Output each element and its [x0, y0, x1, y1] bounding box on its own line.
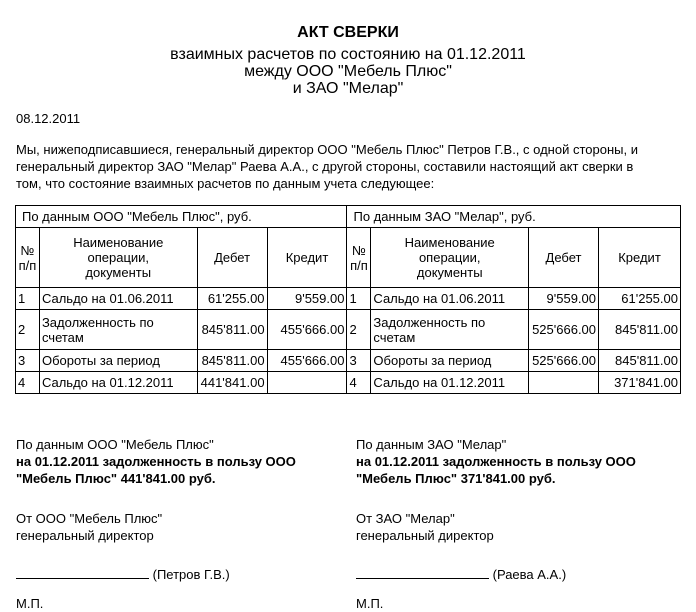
document-subtitle-line1: взаимных расчетов по состоянию на 01.12.2011 — [170, 46, 526, 63]
summary-right-line1: По данным ЗАО "Мелар" — [356, 437, 507, 452]
intro-paragraph — [16, 141, 684, 192]
signature-right-position: генеральный директор — [356, 528, 494, 543]
summary-right-line3: "Мебель Плюс" 371'841.00 руб. — [356, 471, 556, 486]
row-left-name: Обороты за период — [39, 350, 197, 372]
document-date: 08.12.2011 — [16, 111, 81, 126]
summary-left-line2: на 01.12.2011 задолженность в пользу ООО — [16, 454, 296, 469]
table-column-header-row — [16, 228, 681, 288]
row-num: 2 — [347, 310, 371, 350]
signature-left — [16, 510, 162, 544]
row-right-debit: 525'666.00 — [529, 310, 599, 350]
row-left-credit: 9'559.00 — [267, 288, 347, 310]
signature-right-name: (Раева А.А.) — [492, 567, 567, 582]
row-right-name: Сальдо на 01.12.2011 — [371, 372, 529, 394]
row-num: 3 — [16, 350, 40, 372]
right-group-header: По данным ЗАО "Мелар", руб. — [347, 206, 681, 228]
row-left-credit — [267, 372, 347, 394]
stamp-right: М.П. — [356, 596, 384, 611]
summary-right — [356, 436, 636, 487]
intro-line3: том, что состояние взаимных расчетов по данным учета следующее: — [16, 176, 435, 191]
row-right-credit: 371'841.00 — [599, 372, 681, 394]
row-right-credit: 845'811.00 — [599, 310, 681, 350]
summary-left-line3: "Мебель Плюс" 441'841.00 руб. — [16, 471, 216, 486]
row-right-debit: 9'559.00 — [529, 288, 599, 310]
signature-right-from: От ЗАО "Мелар" — [356, 511, 455, 526]
table-row — [16, 310, 681, 350]
left-col-debit-header: Дебет — [197, 228, 267, 288]
row-left-name: Сальдо на 01.06.2011 — [39, 288, 197, 310]
table-row — [16, 288, 681, 310]
signature-left-from: От ООО "Мебель Плюс" — [16, 511, 163, 526]
row-left-debit: 845'811.00 — [197, 310, 267, 350]
signature-left-position: генеральный директор — [16, 528, 154, 543]
row-right-debit — [529, 372, 599, 394]
signature-right — [356, 510, 494, 544]
row-num: 4 — [347, 372, 371, 394]
row-num: 3 — [347, 350, 371, 372]
intro-line1: Мы, нижеподписавшиеся, генеральный директор ООО "Мебель Плюс" Петров Г.В., с одной стороны, и — [16, 142, 638, 157]
row-right-name: Обороты за период — [371, 350, 529, 372]
signature-left-name: (Петров Г.В.) — [152, 567, 230, 582]
stamp-left: М.П. — [16, 596, 44, 611]
table-row — [16, 372, 681, 394]
right-col-num-header: № п/п — [347, 228, 371, 288]
intro-line2: генеральный директор ЗАО "Мелар" Раева А.А., с другой стороны, составили настоящий акт сверки в — [16, 159, 634, 174]
row-left-credit: 455'666.00 — [267, 350, 347, 372]
summary-left-line1: По данным ООО "Мебель Плюс" — [16, 437, 214, 452]
row-num: 1 — [347, 288, 371, 310]
left-col-credit-header: Кредит — [267, 228, 347, 288]
signature-left-line-row — [16, 566, 230, 583]
row-left-credit: 455'666.00 — [267, 310, 347, 350]
table-group-header-row — [16, 206, 681, 228]
row-left-name: Задолженность по счетам — [39, 310, 197, 350]
left-group-header: По данным ООО "Мебель Плюс", руб. — [16, 206, 347, 228]
row-num: 2 — [16, 310, 40, 350]
signature-right-line-row — [356, 566, 566, 583]
reconciliation-table — [15, 205, 681, 394]
signature-left-line — [16, 566, 149, 579]
row-right-credit: 845'811.00 — [599, 350, 681, 372]
row-left-debit: 441'841.00 — [197, 372, 267, 394]
right-col-credit-header: Кредит — [599, 228, 681, 288]
document-title: АКТ СВЕРКИ — [297, 24, 399, 41]
summary-right-line2: на 01.12.2011 задолженность в пользу ООО — [356, 454, 636, 469]
row-right-credit: 61'255.00 — [599, 288, 681, 310]
summary-left — [16, 436, 296, 487]
right-col-debit-header: Дебет — [529, 228, 599, 288]
row-left-debit: 845'811.00 — [197, 350, 267, 372]
row-right-name: Задолженность по счетам — [371, 310, 529, 350]
document-subtitle-line3: и ЗАО "Мелар" — [292, 80, 404, 97]
row-num: 4 — [16, 372, 40, 394]
document-subtitle-line2: между ООО "Мебель Плюс" — [244, 63, 452, 80]
row-left-name: Сальдо на 01.12.2011 — [39, 372, 197, 394]
left-col-name-header: Наименование операции, документы — [39, 228, 197, 288]
left-col-num-header: № п/п — [16, 228, 40, 288]
row-left-debit: 61'255.00 — [197, 288, 267, 310]
row-right-name: Сальдо на 01.06.2011 — [371, 288, 529, 310]
signature-right-line — [356, 566, 489, 579]
row-right-debit: 525'666.00 — [529, 350, 599, 372]
right-col-name-header: Наименование операции, документы — [371, 228, 529, 288]
table-row — [16, 350, 681, 372]
row-num: 1 — [16, 288, 40, 310]
